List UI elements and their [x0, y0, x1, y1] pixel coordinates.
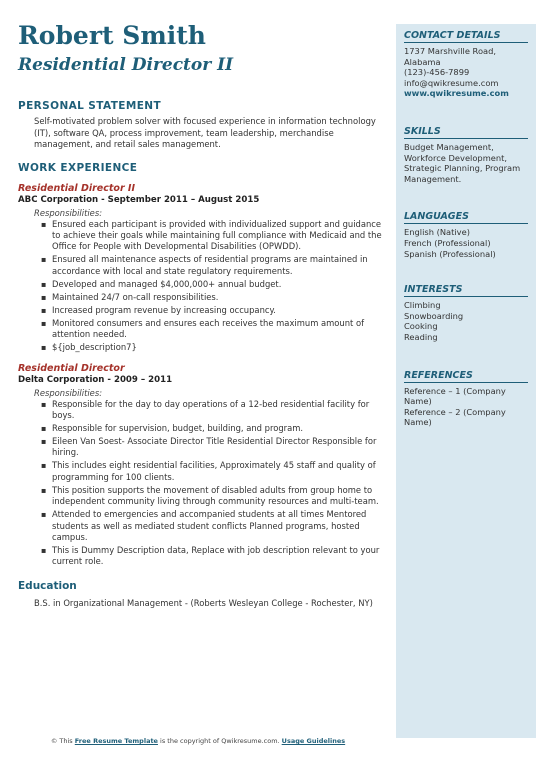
list-item: ▪ Maintained 24/7 on-call responsibilities. — [52, 292, 384, 303]
usage-guidelines-link[interactable]: Usage Guidelines — [281, 737, 346, 745]
list-item: ▪ ${job_description7} — [52, 342, 384, 353]
language-item: French (Professional) — [404, 237, 491, 248]
job-company-dates: Delta Corporation - 2009 – 2011 — [18, 374, 173, 385]
job-entry — [18, 183, 384, 354]
contact-email[interactable]: info@qwikresume.com — [404, 77, 499, 88]
language-item: Spanish (Professional) — [404, 248, 496, 259]
personal-statement-heading: PERSONAL STATEMENT — [18, 100, 162, 112]
job-title: Residential Director — [18, 362, 125, 374]
job-title: Residential Director II — [18, 182, 136, 194]
work-experience-heading: WORK EXPERIENCE — [18, 161, 138, 174]
responsibilities-label: Responsibilities: — [34, 387, 103, 398]
list-item: ▪ This includes eight residential facilities, Approximately 45 staff and quality of programming for 100 clients. — [52, 460, 384, 483]
resume-main-column — [18, 20, 384, 609]
list-item: ▪ Responsible for the day to day operations of a 12-bed residential facility for boys. — [52, 399, 384, 422]
list-item: ▪ This is Dummy Description data, Replace with job description relevant to your current role. — [52, 545, 384, 568]
skills-text: Budget Management, Workforce Development, Strategic Planning, Program Management. — [404, 141, 521, 184]
job-entry — [18, 363, 384, 568]
responsibilities-label: Responsibilities: — [34, 207, 103, 218]
list-item: ▪ Responsible for supervision, budget, building, and program. — [52, 423, 384, 434]
job-company-dates: ABC Corporation - September 2011 – August 2015 — [18, 194, 260, 205]
skills-heading: SKILLS — [404, 126, 528, 139]
interest-item: Climbing — [404, 300, 441, 311]
interests-heading: INTERESTS — [404, 284, 528, 297]
interest-item: Cooking — [404, 321, 438, 332]
contact-heading: CONTACT DETAILS — [404, 30, 528, 43]
footer-middle: is the copyright of Qwikresume.com. — [157, 737, 282, 745]
interest-item: Reading — [404, 331, 438, 342]
list-item: ▪ This position supports the movement of disabled adults from group home to independent community living through community resources and multi-team. — [52, 485, 384, 508]
responsibilities-list — [18, 219, 384, 354]
list-item: ▪ Ensured all maintenance aspects of residential programs are maintained in accordance with local and state regulatory requirements. — [52, 254, 384, 277]
education-text: B.S. in Organizational Management - (Roberts Wesleyan College - Rochester, NY) — [34, 597, 373, 608]
list-item: ▪ Monitored consumers and ensures each receives the maximum amount of attention needed. — [52, 318, 384, 341]
contact-website-link[interactable]: www.qwikresume.com — [404, 88, 509, 99]
personal-statement-text: Self-motivated problem solver with focused experience in information technology (IT), software QA, process improvement, team leadership, merchandise management, and retail sales management. — [34, 116, 376, 149]
resume-sidebar — [396, 24, 536, 738]
footer-prefix: © This — [50, 737, 75, 745]
list-item: ▪ Attended to emergencies and accompanied students at all times Mentored students as well as mediated student conflicts Planned programs, hosted campus. — [52, 509, 384, 543]
list-item: ▪ Ensured each participant is provided with individualized support and guidance to achieve their goals while maintaining full compliance with Medicaid and the Office for People with Developmental Disabilities (OPWDD). — [52, 219, 384, 253]
candidate-name: Robert Smith — [18, 21, 206, 50]
list-item: ▪ Developed and managed $4,000,000+ annual budget. — [52, 279, 384, 290]
contact-phone: (123)-456-7899 — [404, 67, 470, 78]
list-item: ▪ Increased program revenue by increasing occupancy. — [52, 305, 384, 316]
language-item: English (Native) — [404, 227, 470, 238]
list-item: ▪ Eileen Van Soest- Associate Director Title Residential Director Responsible for hiring. — [52, 436, 384, 459]
languages-heading: LANGUAGES — [404, 211, 528, 224]
free-resume-template-link[interactable]: Free Resume Template — [74, 737, 158, 745]
responsibilities-list — [18, 399, 384, 568]
interest-item: Snowboarding — [404, 310, 464, 321]
reference-item: Reference – 2 (Company Name) — [404, 406, 506, 428]
contact-address: 1737 Marshville Road, Alabama — [404, 46, 497, 67]
candidate-title: Residential Director II — [18, 55, 234, 75]
references-heading: REFERENCES — [404, 370, 528, 383]
reference-item: Reference – 1 (Company Name) — [404, 385, 506, 407]
education-heading: Education — [18, 579, 77, 592]
copyright-footer — [0, 737, 396, 745]
